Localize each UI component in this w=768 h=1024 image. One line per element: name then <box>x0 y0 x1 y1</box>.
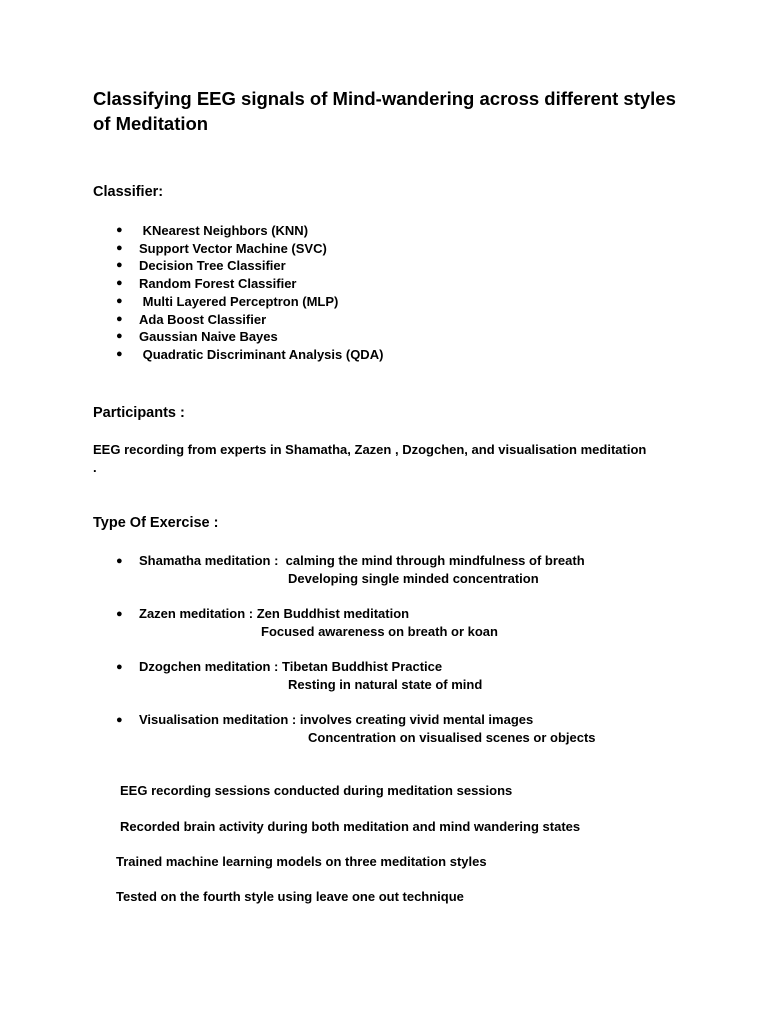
list-item: ● Gaussian Naive Bayes <box>116 329 278 345</box>
bullet-icon: ● <box>116 330 123 343</box>
classifier-list <box>93 222 383 364</box>
summary-line: Recorded brain activity during both meditation and mind wandering states <box>120 819 581 834</box>
bullet-icon: ● <box>116 224 123 236</box>
list-item: ● Support Vector Machine (SVC) <box>116 240 327 256</box>
list-item: ● KNearest Neighbors (KNN) <box>116 223 309 238</box>
exercise-heading: Type Of Exercise : <box>93 515 219 531</box>
list-item: ● Quadratic Discriminant Analysis (QDA) <box>116 346 384 362</box>
bullet-icon: ● <box>116 277 123 290</box>
exercise-item-detail: Concentration on visualised scenes or objects <box>308 730 596 745</box>
list-item: ● Random Forest Classifier <box>116 276 297 292</box>
bullet-icon: ● <box>116 347 123 360</box>
exercise-item-detail: Focused awareness on breath or koan <box>261 624 498 639</box>
summary-line: Tested on the fourth style using leave one out technique <box>116 889 464 904</box>
exercise-item-zazen: ● Zazen meditation : Zen Buddhist meditation Focused awareness on breath or koan <box>93 605 498 641</box>
participants-heading: Participants : <box>93 405 185 421</box>
bullet-icon: ● <box>116 259 123 272</box>
list-item: ● Multi Layered Perceptron (MLP) <box>116 293 339 309</box>
bullet-icon: ● <box>116 661 123 673</box>
list-item: ● Decision Tree Classifier <box>116 258 286 274</box>
exercise-item-detail: Developing single minded concentration <box>288 571 539 586</box>
bullet-icon: ● <box>116 608 123 620</box>
document-title: Classifying EEG signals of Mind-wandering across different styles of Meditation <box>93 88 676 134</box>
bullet-icon: ● <box>116 241 123 254</box>
exercise-item-shamatha: ● Shamatha meditation : calming the mind through mindfulness of breath Developing single minded concentration <box>93 552 585 588</box>
bullet-icon: ● <box>116 294 123 307</box>
exercise-item-detail: Resting in natural state of mind <box>288 677 483 692</box>
bullet-icon: ● <box>116 714 123 726</box>
list-item: ● Ada Boost Classifier <box>116 311 267 327</box>
summary-line: Trained machine learning models on three meditation styles <box>116 854 487 869</box>
exercise-item-dzogchen: ● Dzogchen meditation : Tibetan Buddhist Practice Resting in natural state of mind <box>93 658 482 694</box>
exercise-item-visualisation: ● Visualisation meditation : involves creating vivid mental images Concentration on visualised scenes or objects <box>93 711 596 747</box>
classifier-heading: Classifier: <box>93 184 164 200</box>
summary-line: EEG recording sessions conducted during meditation sessions <box>120 783 513 798</box>
bullet-icon: ● <box>116 555 123 567</box>
participants-text: EEG recording from experts in Shamatha, Zazen , Dzogchen, and visualisation meditation . <box>93 442 647 475</box>
bullet-icon: ● <box>116 312 123 325</box>
